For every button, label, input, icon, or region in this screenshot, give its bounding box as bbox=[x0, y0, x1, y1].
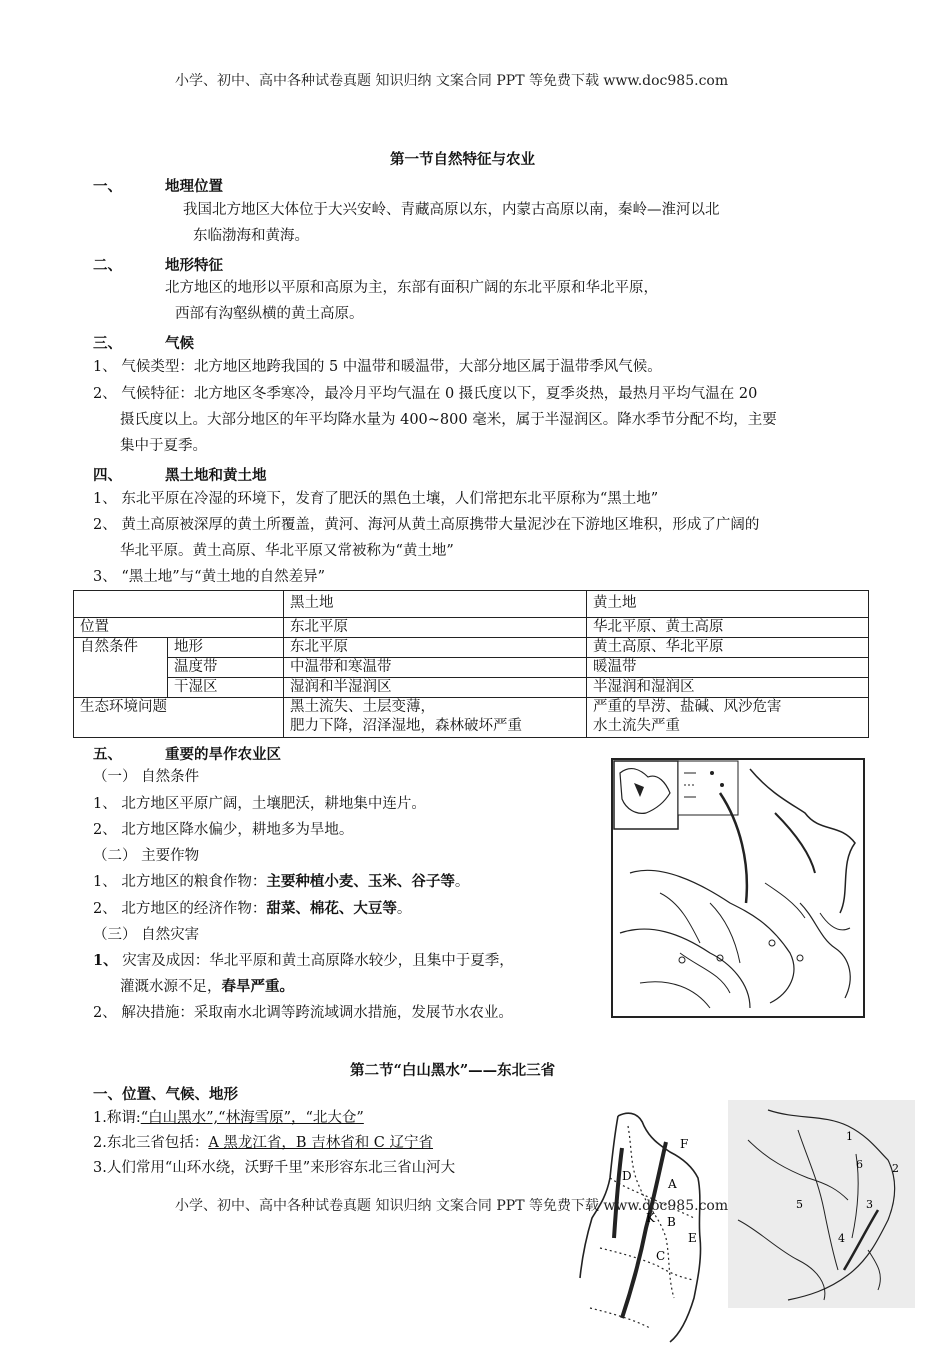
crop-1-bold: 主要种植小麦、玉米、谷子等 bbox=[266, 873, 455, 890]
subheading-natural: （一） 自然条件 bbox=[93, 769, 200, 785]
crop-item-2 bbox=[93, 896, 411, 922]
table-header-row bbox=[74, 591, 869, 618]
disaster-1-line2-bold: 春旱严重。 bbox=[221, 978, 294, 995]
climate-item-2-line3: 集中于夏季。 bbox=[120, 438, 207, 454]
table-row bbox=[74, 678, 869, 698]
table-cell: 华北平原、黄土高原 bbox=[587, 618, 869, 638]
soil-item-1: 1、 东北平原在冷湿的环境下，发育了肥沃的黑色土壤，人们常把东北平原称为“黑土地” bbox=[93, 491, 659, 507]
map-label-b: B bbox=[667, 1215, 676, 1229]
table-cell: 东北平原 bbox=[284, 638, 587, 658]
page-footer: 小学、初中、高中各种试卷真题 知识归纳 文案合同 PPT 等免费下载 www.doc985.com bbox=[175, 1198, 729, 1214]
table-cell: 湿润和半湿润区 bbox=[284, 678, 587, 698]
table-cell-position-label: 位置 bbox=[74, 618, 284, 638]
north-china-map bbox=[600, 753, 870, 1023]
northeast-terrain-map bbox=[728, 1100, 915, 1308]
soil-item-3: 3、 “黑土地”与“黄土地的自然差异” bbox=[93, 569, 325, 585]
table-cell: 东北平原 bbox=[284, 618, 587, 638]
section2-line-2 bbox=[93, 1130, 433, 1156]
map-label-6: 6 bbox=[856, 1158, 863, 1171]
disaster-item-1 bbox=[93, 948, 514, 974]
northeast-provinces-map-drawing bbox=[570, 1108, 720, 1344]
section2-line-1-underlined: “白山黑水”,“林海雪原”，“北大仓” bbox=[140, 1110, 364, 1126]
heading-3-number: 三、 bbox=[93, 335, 122, 352]
soil-item-2: 2、 黄土高原被深厚的黄土所覆盖，黄河、海河从黄土高原携带大量泥沙在下游地区堆积，形成了广阔的 bbox=[93, 517, 760, 533]
heading-5-number: 五、 bbox=[93, 746, 122, 763]
page-header: 小学、初中、高中各种试卷真题 知识归纳 文案合同 PPT 等免费下载 www.doc985.com bbox=[175, 73, 729, 89]
heading-5: 重要的旱作农业区 bbox=[165, 746, 281, 763]
subheading-disasters: （三） 自然灾害 bbox=[93, 927, 200, 943]
map-label-2: 2 bbox=[892, 1162, 899, 1175]
heading-1-number: 一、 bbox=[93, 178, 122, 195]
soil-comparison-table bbox=[73, 590, 869, 738]
disaster-1-number: 1、 bbox=[93, 952, 118, 969]
climate-item-2-line2: 摄氏度以上。大部分地区的年平均降水量为 400~800 毫米，属于半湿润区。降水季节分配不均，主要 bbox=[120, 412, 777, 428]
paragraph-2-line1: 北方地区的地形以平原和高原为主，东部有面积广阔的东北平原和华北平原， bbox=[165, 280, 658, 296]
table-cell: 干湿区 bbox=[168, 678, 284, 698]
climate-item-2: 2、 气候特征：北方地区冬季寒冷，最冷月平均气温在 0 摄氏度以下，夏季炎热，最热月平均气温在 20 bbox=[93, 386, 758, 402]
section2-title: 第二节“白山黑水”——东北三省 bbox=[350, 1062, 556, 1079]
heading-2-number: 二、 bbox=[93, 257, 122, 274]
section2-heading-1: 一、位置、气候、地形 bbox=[93, 1086, 238, 1103]
table-row bbox=[74, 658, 869, 678]
disaster-item-1-line2 bbox=[120, 974, 294, 1000]
paragraph-2-line2: 西部有沟壑纵横的黄土高原。 bbox=[175, 306, 364, 322]
table-cell-eco-yellow bbox=[587, 698, 869, 738]
map-label-k: K bbox=[646, 1211, 655, 1225]
climate-item-1: 1、 气候类型：北方地区地跨我国的 5 中温带和暖温带，大部分地区属于温带季风气候。 bbox=[93, 359, 662, 375]
section2-line-1-prefix: 1.称谓: bbox=[93, 1110, 141, 1126]
soil-item-2-line2: 华北平原。黄土高原、华北平原又常被称为“黄土地” bbox=[120, 543, 454, 559]
map-label-d: D bbox=[622, 1169, 632, 1183]
disaster-1-text: 灾害及成因：华北平原和黄土高原降水较少，且集中于夏季， bbox=[117, 953, 514, 969]
disaster-item-2: 2、 解决措施：采取南水北调等跨流域调水措施，发展节水农业。 bbox=[93, 1005, 513, 1021]
crop-1-prefix: 1、 北方地区的粮食作物： bbox=[93, 874, 267, 890]
section2-line-2-prefix: 2.东北三省包括： bbox=[93, 1135, 209, 1151]
crop-1-period: 。 bbox=[454, 874, 470, 890]
eco-yellow-line2: 水土流失严重 bbox=[593, 718, 680, 734]
eco-yellow-line1: 严重的旱涝、盐碱、风沙危害 bbox=[593, 699, 782, 715]
section1-title: 第一节自然特征与农业 bbox=[390, 151, 535, 168]
table-cell: 地形 bbox=[168, 638, 284, 658]
map-label-3: 3 bbox=[866, 1198, 873, 1211]
heading-1: 地理位置 bbox=[165, 178, 223, 195]
map-label-f: F bbox=[680, 1137, 689, 1151]
subheading-crops: （二） 主要作物 bbox=[93, 848, 200, 864]
table-header-black: 黑土地 bbox=[284, 591, 587, 618]
paragraph-1-line1: 我国北方地区大体位于大兴安岭、青藏高原以东，内蒙古高原以南，秦岭—淮河以北 bbox=[183, 202, 720, 218]
eco-black-line2: 肥力下降，沼泽湿地，森林破坏严重 bbox=[290, 718, 522, 734]
section2-line-3: 3.人们常用“山环水绕，沃野千里”来形容东北三省山河大 bbox=[93, 1160, 456, 1176]
heading-3: 气候 bbox=[165, 335, 194, 352]
map-label-a: A bbox=[668, 1177, 677, 1191]
table-cell: 暖温带 bbox=[587, 658, 869, 678]
table-cell: 黄土高原、华北平原 bbox=[587, 638, 869, 658]
crop-item-1 bbox=[93, 869, 469, 895]
table-cell: 中温带和寒温带 bbox=[284, 658, 587, 678]
heading-2: 地形特征 bbox=[165, 257, 223, 274]
table-corner-cell bbox=[74, 591, 284, 618]
map-label-1: 1 bbox=[846, 1130, 853, 1143]
map-label-4: 4 bbox=[838, 1232, 845, 1245]
crop-2-prefix: 2、 北方地区的经济作物： bbox=[93, 901, 267, 917]
northeast-provinces-map bbox=[570, 1108, 720, 1344]
table-cell-eco-black bbox=[284, 698, 587, 738]
natural-item-2: 2、 北方地区降水偏少，耕地多为旱地。 bbox=[93, 822, 354, 838]
disaster-1-line2-prefix: 灌溉水源不足， bbox=[120, 979, 222, 995]
crop-2-bold: 甜菜、棉花、大豆等 bbox=[266, 900, 397, 917]
section2-line-2-underlined: A 黑龙江省，B 吉林省和 C 辽宁省 bbox=[208, 1135, 434, 1151]
map-label-5: 5 bbox=[796, 1198, 803, 1211]
paragraph-1-line2: 东临渤海和黄海。 bbox=[193, 228, 309, 244]
northeast-terrain-map-drawing bbox=[728, 1100, 915, 1308]
map-label-e: E bbox=[688, 1231, 697, 1245]
eco-black-line1: 黑土流失、土层变薄， bbox=[290, 699, 435, 715]
table-header-yellow: 黄土地 bbox=[587, 591, 869, 618]
heading-4-number: 四、 bbox=[93, 467, 122, 484]
heading-4: 黑土地和黄土地 bbox=[165, 467, 267, 484]
natural-item-1: 1、 北方地区平原广阔，土壤肥沃，耕地集中连片。 bbox=[93, 796, 426, 812]
section2-line-1 bbox=[93, 1105, 364, 1131]
table-row bbox=[74, 638, 869, 658]
map-label-c: C bbox=[656, 1249, 666, 1263]
table-cell-natural-label: 自然条件 bbox=[74, 638, 168, 698]
table-row bbox=[74, 698, 869, 738]
table-cell-eco-label: 生态环境问题 bbox=[74, 698, 284, 738]
crop-2-period: 。 bbox=[396, 901, 412, 917]
table-cell: 温度带 bbox=[168, 658, 284, 678]
table-row bbox=[74, 618, 869, 638]
table-cell: 半湿润和湿润区 bbox=[587, 678, 869, 698]
north-china-map-drawing bbox=[600, 753, 870, 1023]
